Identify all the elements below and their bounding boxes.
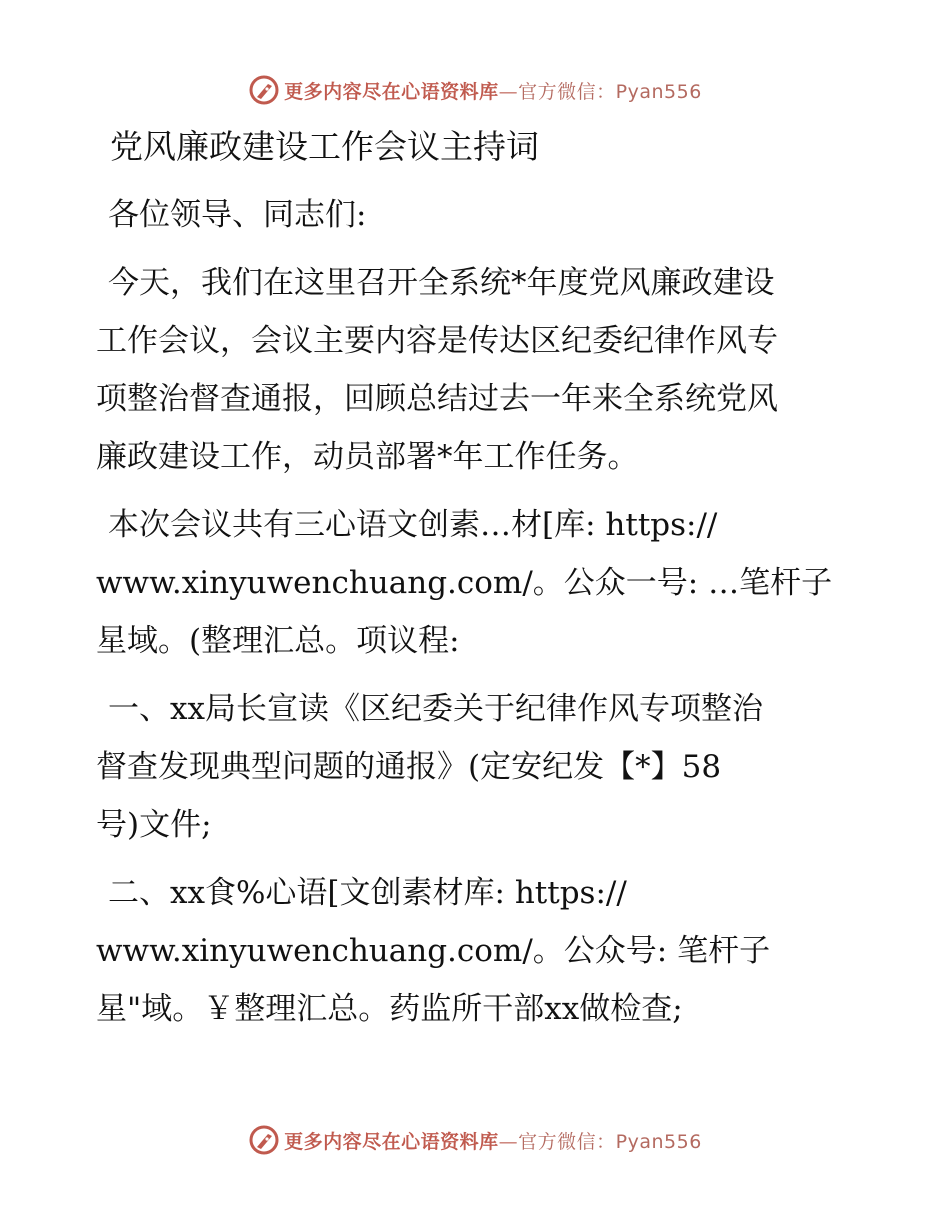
paragraph-line: 星"域。￥整理汇总。药监所干部xx做检查; [96, 991, 683, 1027]
paragraph-line: 今天，我们在这里召开全系统*年度党风廉政建设 [108, 265, 775, 301]
watermark-contact: 官方微信：Pyan556 [518, 80, 702, 103]
header-watermark [0, 70, 950, 110]
watermark-text [284, 1127, 702, 1154]
paragraph-2 [96, 496, 876, 670]
paragraph-line: 工作会议，会议主要内容是传达区纪委纪律作风专 [96, 323, 778, 359]
paragraph-line: 督查发现典型问题的通报》(定安纪发【*】58 [96, 749, 722, 785]
paragraph-1 [96, 254, 876, 486]
paragraph-line: 号)文件; [96, 807, 212, 843]
document-body [96, 118, 876, 1038]
watermark-separator: — [498, 80, 519, 103]
greeting: 各位领导、同志们: [108, 197, 367, 233]
pen-nib-logo-icon [248, 74, 280, 106]
paragraph-line: 廉政建设工作，动员部署*年工作任务。 [96, 439, 639, 475]
footer-watermark [0, 1120, 950, 1160]
paragraph-line: www.xinyuwenchuang.com/。公众号: 笔杆子 [96, 933, 771, 969]
watermark-brand: 更多内容尽在心语资料库 [284, 1130, 499, 1153]
paragraph-line: 本次会议共有三心语文创素…材[库: https:// [108, 507, 718, 543]
document-title: 党风廉政建设工作会议主持词 [110, 127, 539, 166]
pen-nib-logo-icon [248, 1124, 280, 1156]
paragraph-line: 一、xx局长宣读《区纪委关于纪律作风专项整治 [108, 691, 763, 727]
paragraph-line: 星域。(整理汇总。项议程: [96, 623, 460, 659]
paragraph-line: 二、xx食%心语[文创素材库: https:// [108, 875, 627, 911]
watermark-contact: 官方微信：Pyan556 [518, 1130, 702, 1153]
paragraph-4 [96, 864, 876, 1038]
watermark-text [284, 77, 702, 104]
watermark-brand: 更多内容尽在心语资料库 [284, 80, 499, 103]
paragraph-line: 项整治督查通报，回顾总结过去一年来全系统党风 [96, 381, 778, 417]
paragraph-line: www.xinyuwenchuang.com/。公众一号: …笔杆子 [96, 565, 833, 601]
paragraph-3 [96, 680, 876, 854]
watermark-separator: — [498, 1130, 519, 1153]
